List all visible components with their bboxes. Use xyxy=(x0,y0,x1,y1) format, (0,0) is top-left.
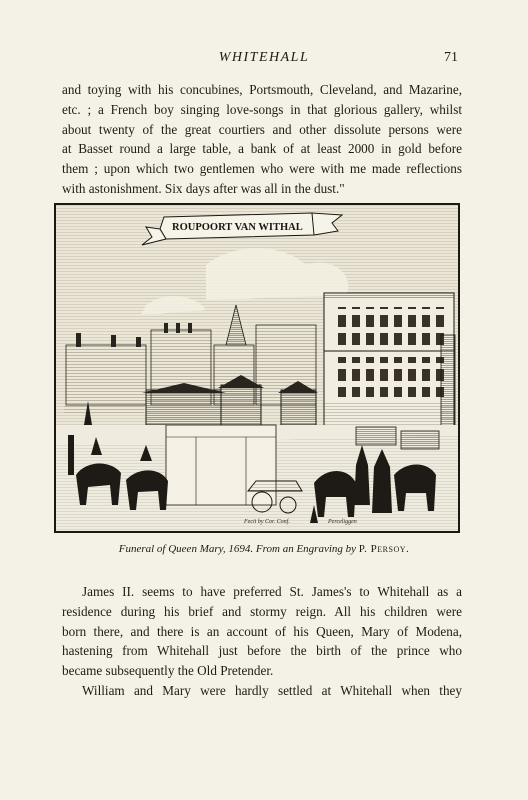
running-title: WHITEHALL xyxy=(218,50,310,65)
engraving-illustration xyxy=(54,203,460,533)
paragraph-quote-continuation xyxy=(62,80,462,199)
paragraph-james-ii xyxy=(62,582,462,681)
running-head xyxy=(0,50,528,70)
caption-artist: P. Persoy. xyxy=(358,543,410,555)
engraver-signature: Fecit by Cor. Conf. xyxy=(244,519,290,525)
text-line: residence during his brief and stormy reign. All his children were xyxy=(62,603,462,619)
text-line: with astonishment. Six days after was all in the dust." xyxy=(62,180,345,196)
illustration-caption xyxy=(0,543,528,555)
procession-stage xyxy=(166,425,276,505)
text-line: James II. seems to have preferred St. James's to Whitehall as a xyxy=(82,584,462,599)
banner-title: ROUPOORT VAN WITHAL xyxy=(172,222,303,233)
distant-crowd xyxy=(64,405,144,415)
text-line: born there, and there is an account of his Queen, Mary of Modena, xyxy=(62,623,462,639)
text-line: and toying with his concubines, Portsmouth, Cleveland, and Mazarine, xyxy=(62,82,462,97)
engraving-drawing xyxy=(56,205,458,531)
page-number: 71 xyxy=(444,50,458,65)
text-line: William and Mary were hardly settled at Whitehall when they xyxy=(82,683,462,698)
publisher-signature: Perceliggen xyxy=(328,519,357,525)
text-line: them ; upon which two gentlemen who were with me made reflections xyxy=(62,161,462,177)
text-line: about twenty of the great courtiers and other dissolute persons were xyxy=(62,121,462,137)
paragraph-william-and-mary xyxy=(62,681,462,701)
text-line: became subsequently the Old Pretender. xyxy=(62,663,274,679)
caption-italic: Funeral of Queen Mary, 1694. From an Engraving by xyxy=(118,543,359,555)
text-line: at Basset round a large table, a bank of at least 2000 in gold before xyxy=(62,141,462,157)
text-line: hastening from Whitehall just before the birth of the prince who xyxy=(62,643,462,659)
text-line: etc. ; a French boy singing love-songs in that glorious gallery, whilst xyxy=(62,101,462,117)
